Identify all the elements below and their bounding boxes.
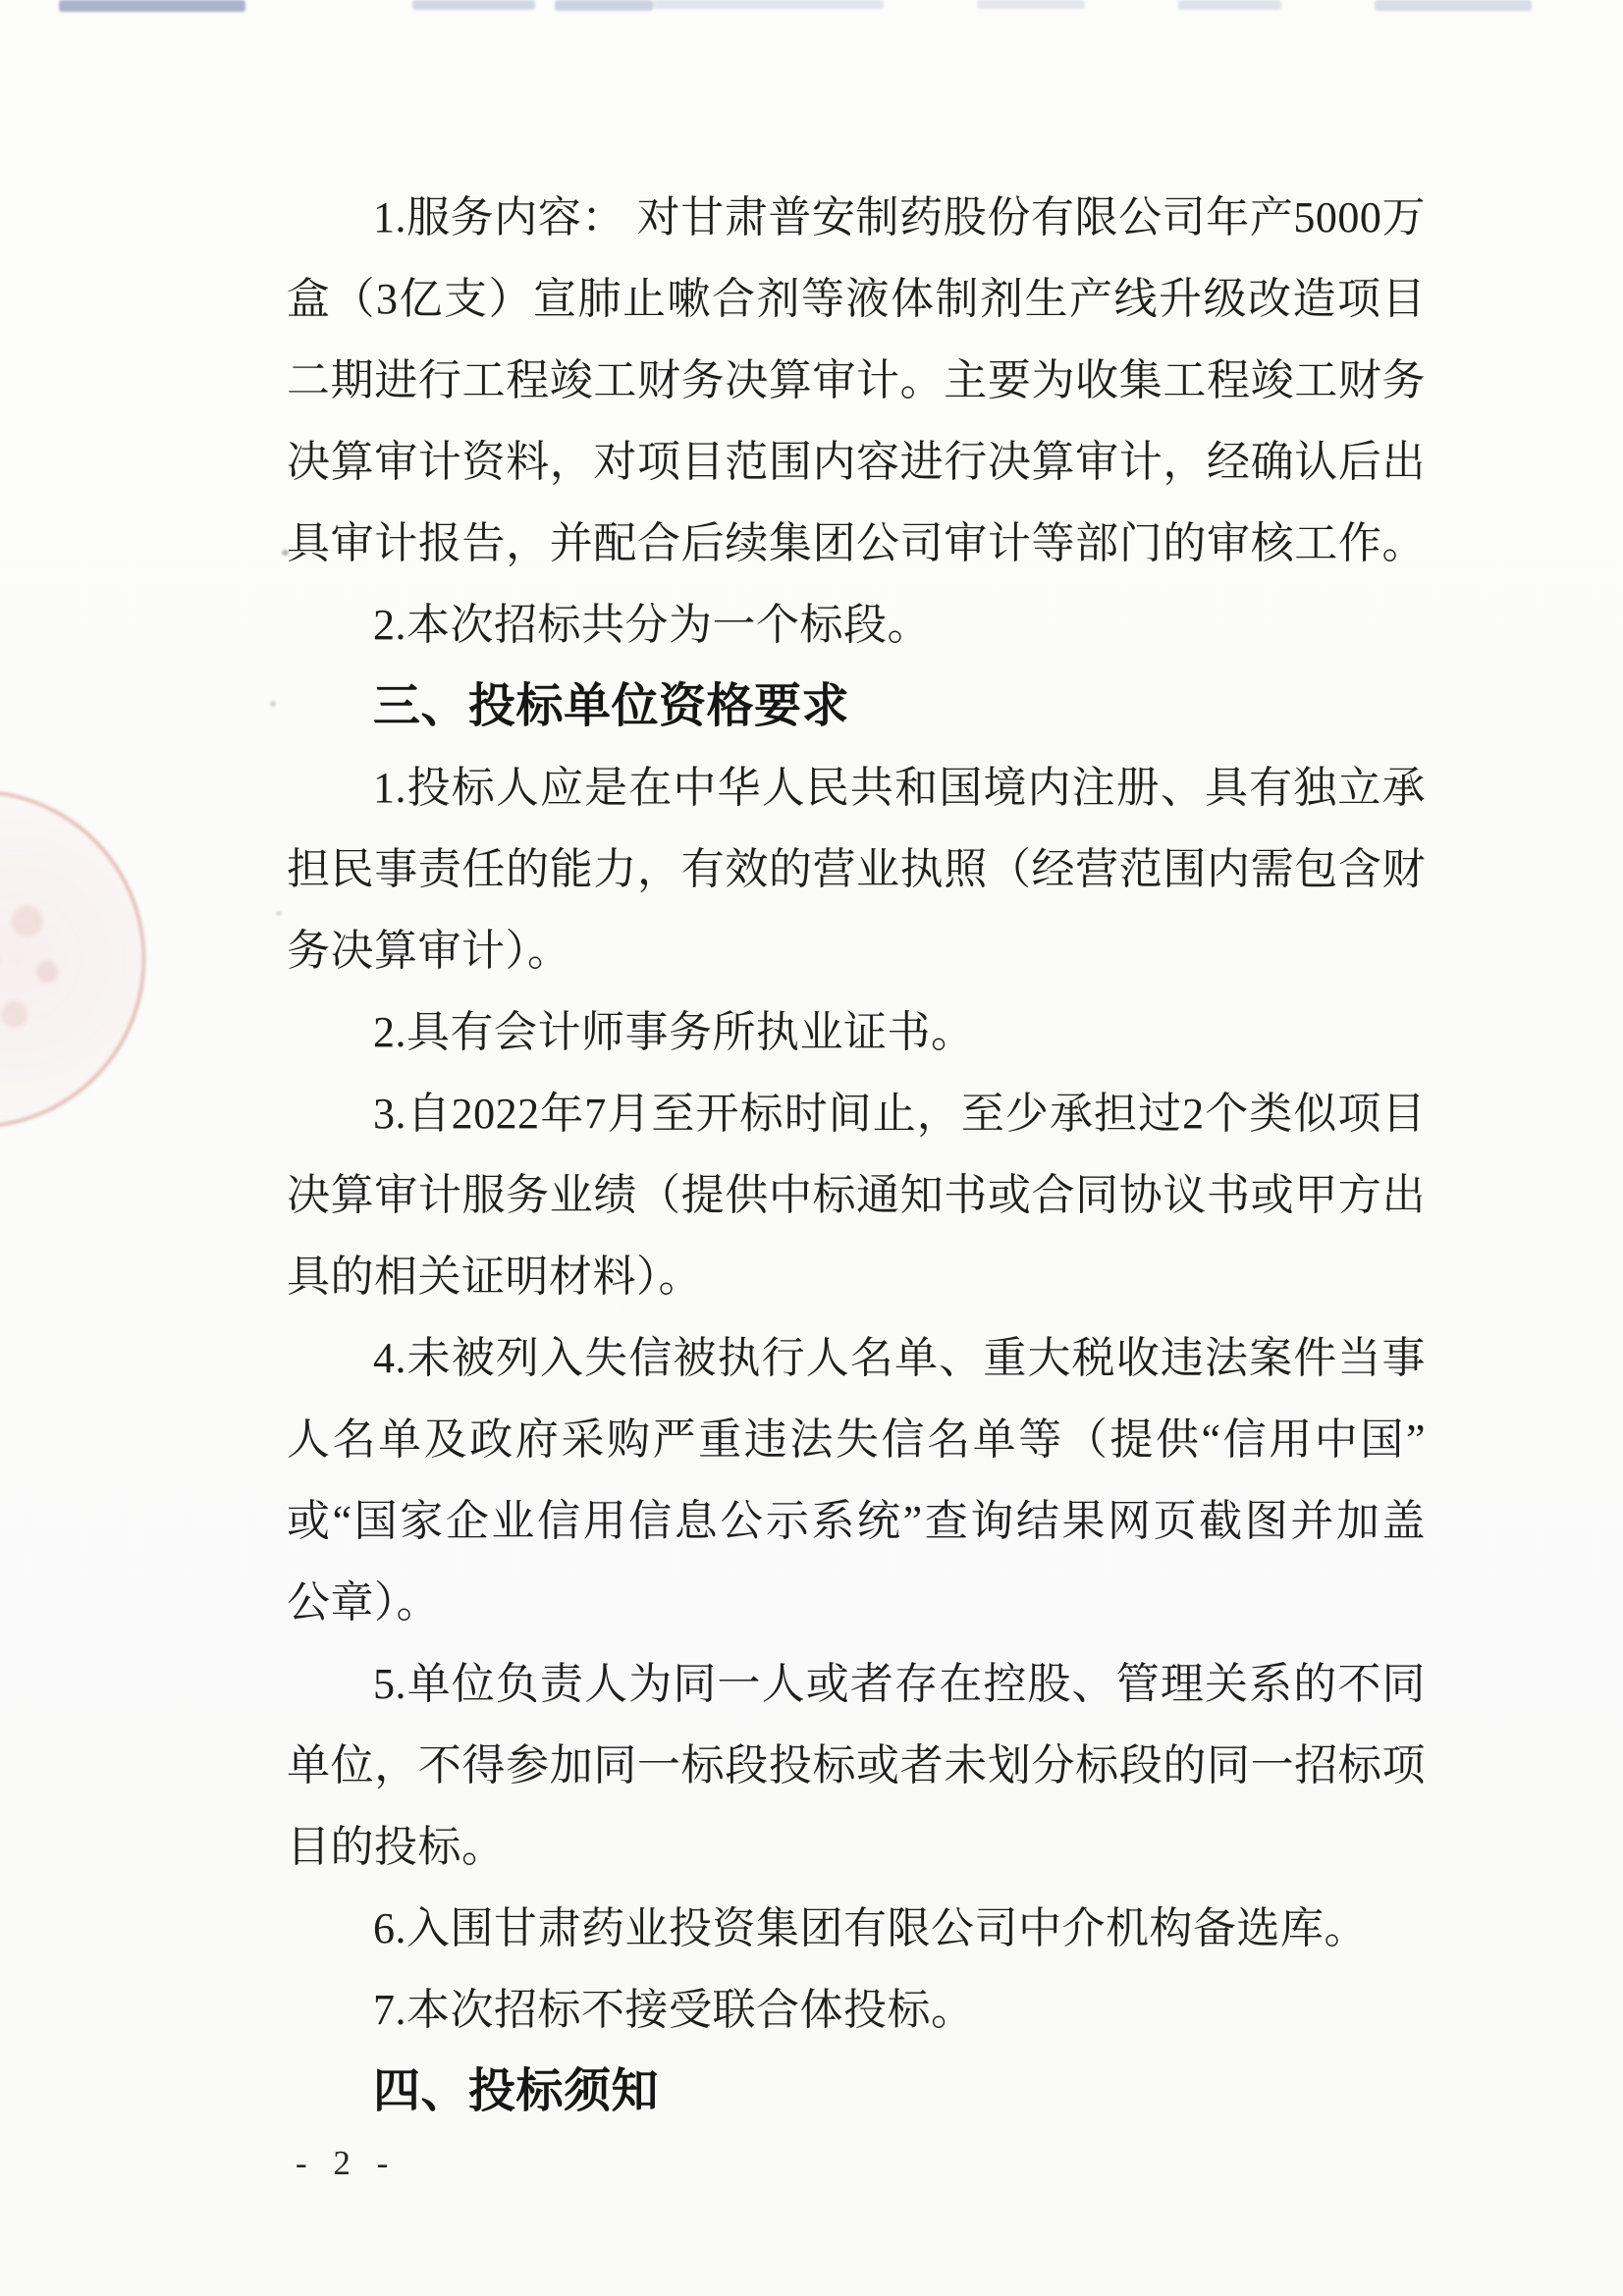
paragraph-line: 盒（3亿支）宣肺止嗽合剂等液体制剂生产线升级改造项目 bbox=[287, 275, 1426, 323]
paragraph-line: 1.服务内容： 对甘肃普安制药股份有限公司年产5000万 bbox=[373, 193, 1426, 241]
section-heading-bid-instructions: 四、投标须知 bbox=[373, 2065, 660, 2117]
scan-artifact-top bbox=[1375, 0, 1532, 11]
document-text-block bbox=[287, 177, 1426, 2132]
paragraph-line: 或“国家企业信用信息公示系统”查询结果网页截图并加盖 bbox=[287, 1497, 1426, 1545]
scan-speck bbox=[276, 911, 282, 916]
paragraph-line: 人名单及政府采购严重违法失信名单等（提供“信用中国” bbox=[287, 1415, 1426, 1464]
paragraph-line: 3.自2022年7月至开标时间止，至少承担过2个类似项目 bbox=[373, 1090, 1426, 1138]
paragraph-line: 5.单位负责人为同一人或者存在控股、管理关系的不同 bbox=[373, 1660, 1426, 1708]
paragraph-line: 二期进行工程竣工财务决算审计。主要为收集工程竣工财务 bbox=[287, 356, 1426, 404]
section-heading-bidder-qualifications: 三、投标单位资格要求 bbox=[373, 680, 850, 732]
scan-artifact-top bbox=[653, 0, 884, 9]
scan-artifact-top bbox=[1178, 0, 1281, 10]
paragraph-line: 目的投标。 bbox=[287, 1823, 506, 1871]
page-number: - 2 - bbox=[296, 2144, 398, 2182]
paragraph-line: 1.投标人应是在中华人民共和国境内注册、具有独立承 bbox=[373, 764, 1426, 812]
paragraph-line: 2.具有会计师事务所执业证书。 bbox=[373, 1008, 975, 1056]
paragraph-line: 公章）。 bbox=[287, 1578, 440, 1627]
paragraph-line: 决算审计服务业绩（提供中标通知书或合同协议书或甲方出 bbox=[287, 1171, 1426, 1219]
paragraph-line: 4.未被列入失信被执行人名单、重大税收违法案件当事 bbox=[373, 1334, 1426, 1382]
paragraph-line: 决算审计资料，对项目范围内容进行决算审计，经确认后出 bbox=[287, 438, 1426, 486]
paragraph-line: 7.本次招标不接受联合体投标。 bbox=[373, 1986, 975, 2034]
red-seal-stamp bbox=[0, 790, 145, 1128]
scan-artifact-top bbox=[59, 0, 245, 12]
paragraph-line: 具的相关证明材料）。 bbox=[287, 1253, 702, 1301]
paragraph-line: 6.入围甘肃药业投资集团有限公司中介机构备选库。 bbox=[373, 1904, 1368, 1952]
scan-artifact-top bbox=[555, 0, 653, 11]
scan-artifact-top bbox=[412, 0, 535, 10]
scan-speck bbox=[270, 701, 276, 707]
paragraph-line: 2.本次招标共分为一个标段。 bbox=[373, 601, 931, 649]
paragraph-line: 担民事责任的能力，有效的营业执照（经营范围内需包含财 bbox=[287, 845, 1426, 893]
paragraph-line: 具审计报告，并配合后续集团公司审计等部门的审核工作。 bbox=[287, 519, 1426, 567]
red-seal-stamp-texture bbox=[0, 832, 103, 1086]
paragraph-line: 务决算审计）。 bbox=[287, 927, 571, 975]
paragraph-line: 单位，不得参加同一标段投标或者未划分标段的同一招标项 bbox=[287, 1741, 1426, 1789]
scan-artifact-top bbox=[977, 0, 1085, 9]
